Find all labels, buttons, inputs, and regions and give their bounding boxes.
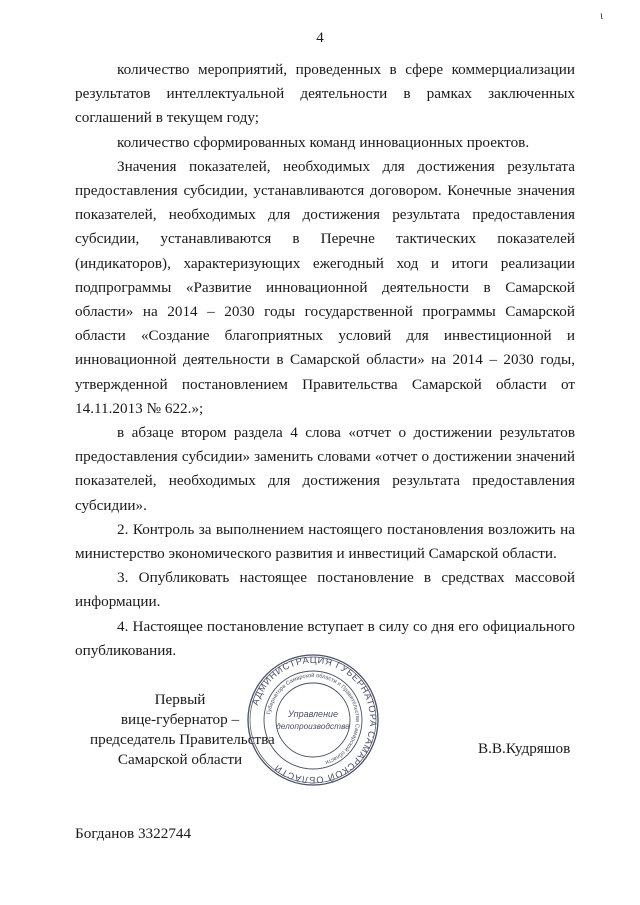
stamp-outer-text: АДМИНИСТРАЦИЯ ГУБЕРНАТОРА САМАРСКОЙ ОБЛАСТИ <box>250 654 379 786</box>
signatory-name: В.В.Кудряшов <box>478 740 571 757</box>
official-stamp <box>246 653 380 787</box>
signatory-title-line: Самарской области <box>117 751 243 768</box>
stamp-center-line-1: Управление <box>287 709 339 719</box>
executor-contact: Богданов 3322744 <box>75 825 192 842</box>
stamp-inner-text: Губернатора Самарской области и Правительства Самарской области <box>266 672 361 766</box>
paragraph-4: в абзаце втором раздела 4 слова «отчет о достижении результатов предоставления субсидии» заменить словами «отчет о достижении значений показателей, необходимых для достижения результата предоставления субсидии». <box>75 424 575 514</box>
signatory-title <box>90 690 275 770</box>
paragraph-3: Значения показателей, необходимых для достижения результата предоставления субсидии, устанавливаются договором. Конечные значения показателей, необходимых для достижения результата предоставления субсидии, устанавливаются в Перечне тактических показателей (индикаторов), характеризующих ежегодный ход и итоги реализации подпрограммы «Развитие инновационной деятельности в Самарской области» на 2014 – 2030 годы государственной программы Самарской области «Создание благоприятных условий для инвестиционной и инновационной деятельности в Самарской области» на 2014 – 2030 годы, утвержденной постановлением Правительства Самарской области от 14.11.2013 № 622.»; <box>75 157 575 417</box>
signatory-title-line: председатель Правительства <box>90 731 275 748</box>
paragraph-2: количество сформированных команд инновационных проектов. <box>117 133 530 151</box>
document-body <box>75 58 575 663</box>
signatory-title-line: вице-губернатор – <box>120 711 240 728</box>
signatory-title-line: Первый <box>154 691 206 708</box>
paragraph-5: 2. Контроль за выполнением настоящего постановления возложить на министерство экономического развития и инвестиций Самарской области. <box>75 520 575 563</box>
page-number: 4 <box>316 30 324 46</box>
paragraph-1: количество мероприятий, проведенных в сфере коммерциализации результатов интеллектуальной деятельности в рамках заключенных соглашений в текущем году; <box>75 61 575 127</box>
stamp-center-line-2: делопроизводства <box>276 721 350 731</box>
corner-mark: ι <box>600 8 604 22</box>
paragraph-6: 3. Опубликовать настоящее постановление в средствах массовой информации. <box>75 569 575 611</box>
paragraph-7: 4. Настоящее постановление вступает в силу со дня его официального опубликования. <box>75 617 575 659</box>
